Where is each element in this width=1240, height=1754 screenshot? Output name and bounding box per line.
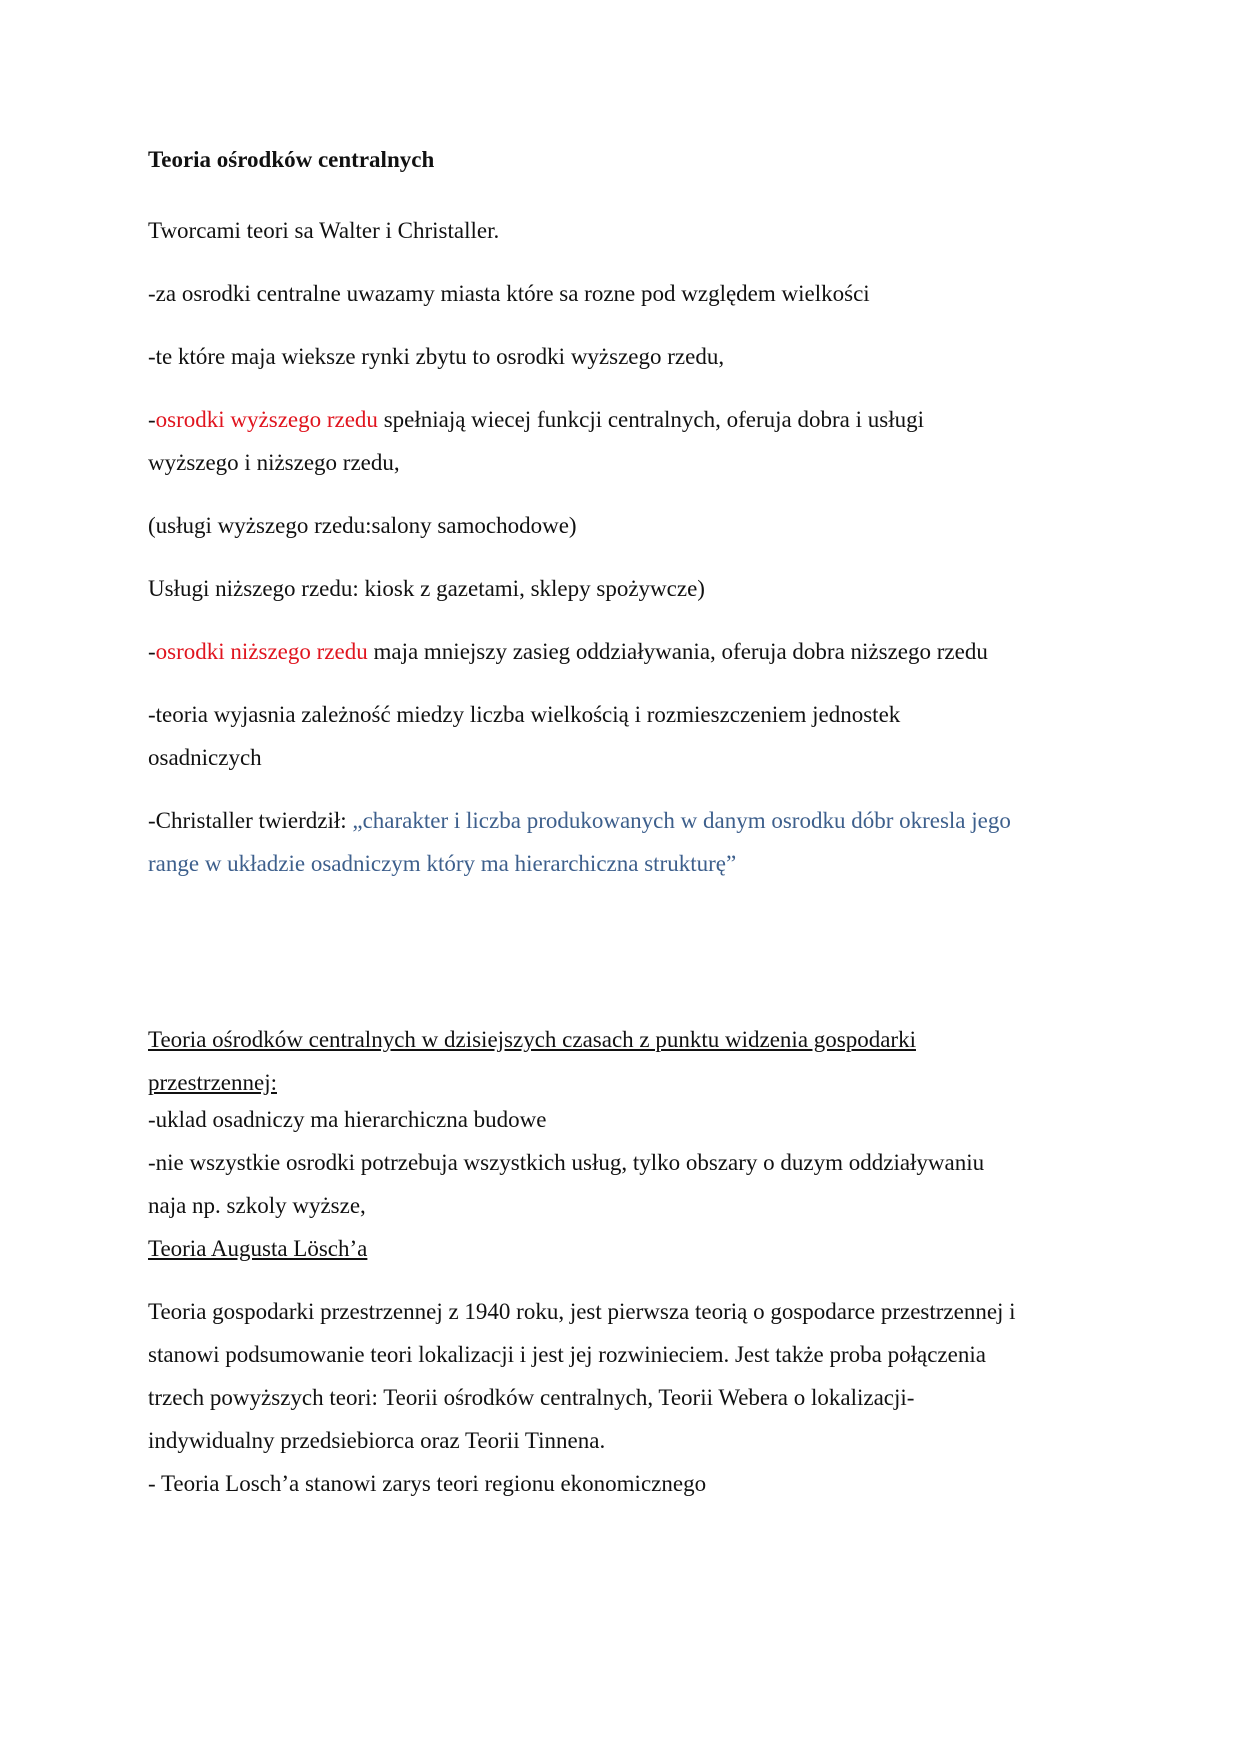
paragraph-text: spełniają wiecej funkcji centralnych, oferuja dobra i usługi [377,407,924,432]
paragraph-text-line2: wyższego i niższego rzedu, [148,450,400,475]
paragraph-larger-markets: -te które maja wieksze rynki zbytu to osrodki wyższego rzedu, [148,344,725,369]
list-item-continuation: naja np. szkoly wyższe, [148,1193,366,1218]
section-heading-line2: przestrzennej: [148,1070,277,1095]
document-title: Teoria ośrodków centralnych [148,147,435,172]
paragraph-text-line1: -teoria wyjasnia zależność miedzy liczba wielkością i rozmieszczeniem jednostek [148,702,901,727]
list-item: -nie wszystkie osrodki potrzebuja wszystkich usług, tylko obszary o duzym oddziaływaniu [148,1150,985,1175]
paragraph-lower-services: Usługi niższego rzedu: kiosk z gazetami, sklepy spożywcze) [148,576,705,601]
highlight-lower-order: osrodki niższego rzedu [155,639,368,664]
document-page [148,146,1108,1505]
paragraph-text-line3: trzech powyższych teori: Teorii ośrodków centralnych, Teorii Webera o lokalizacji- [148,1385,915,1410]
paragraph-christaller-quote [148,799,1108,885]
paragraph-losch-theory [148,1290,1108,1505]
paragraph-text-line4: indywidualny przedsiebiorca oraz Teorii Tinnena. [148,1428,606,1453]
list-item: -uklad osadniczy ma hierarchiczna budowe [148,1107,547,1132]
paragraph-text-line1: Teoria gospodarki przestrzennej z 1940 roku, jest pierwsza teorią o gospodarce przestrzennej i [148,1299,1016,1324]
paragraph-theory-explains [148,693,1108,779]
paragraph-higher-services: (usługi wyższego rzedu:salony samochodowe) [148,513,577,538]
paragraph-higher-order [148,398,1108,484]
list-item: - Teoria Losch’a stanowi zarys teori regionu ekonomicznego [148,1471,707,1496]
dash: - [148,407,156,432]
paragraph-text-line2: osadniczych [148,745,262,770]
section-heading-losch: Teoria Augusta Lösch’a [148,1236,368,1261]
quote-text-line1: „charakter i liczba produkowanych w danym osrodku dóbr okresla jego [352,808,1011,833]
dash: - [148,639,156,664]
section-modern-times [148,1018,1108,1104]
paragraph-text-line2: stanowi podsumowanie teori lokalizacji i jest jej rozwinieciem. Jest także proba połączenia [148,1342,986,1367]
highlight-higher-order: osrodki wyższego rzedu [155,407,378,432]
paragraph-creators: Tworcami teori sa Walter i Christaller. [148,218,500,243]
modern-times-list [148,1098,1108,1270]
quote-prefix: -Christaller twierdził: [148,808,353,833]
paragraph-lower-order [148,630,1108,673]
quote-text-line2: range w układzie osadniczym który ma hierarchiczna strukturę” [148,851,737,876]
section-heading-line1: Teoria ośrodków centralnych w dzisiejszych czasach z punktu widzenia gospodarki [148,1027,916,1052]
paragraph-central-definition: -za osrodki centralne uwazamy miasta które sa rozne pod względem wielkości [148,281,870,306]
paragraph-text: maja mniejszy zasieg oddziaływania, oferuja dobra niższego rzedu [367,639,988,664]
